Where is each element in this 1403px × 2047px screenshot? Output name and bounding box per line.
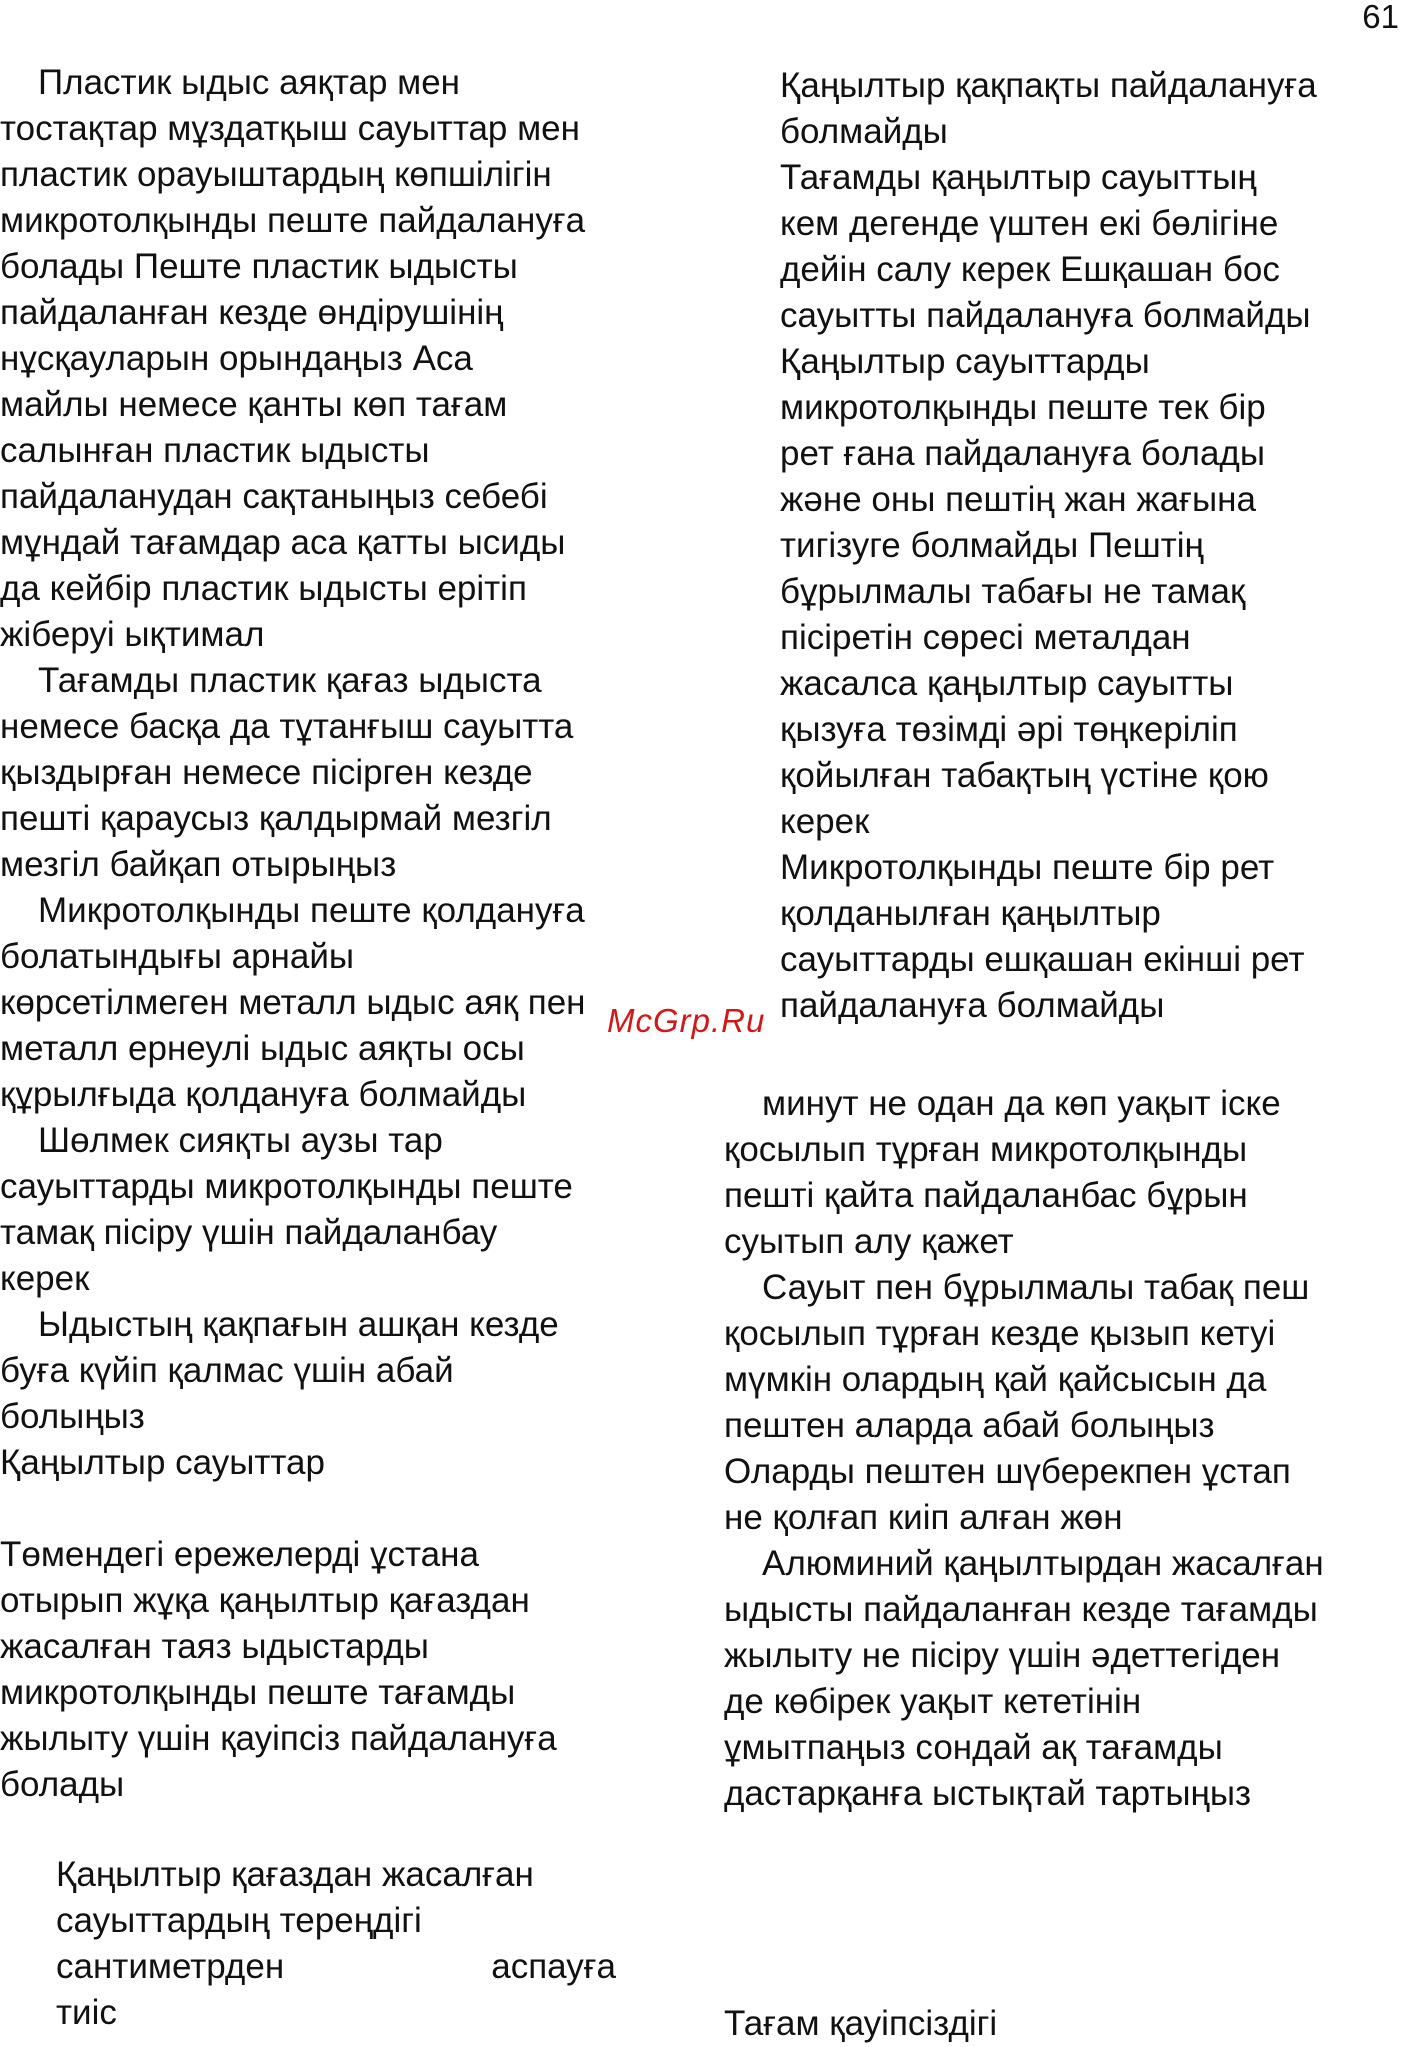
text-line: Төмендегі ережелерді ұстана	[0, 1535, 479, 1574]
text-line: тостақтар мұздатқыш сауыттар мен	[0, 109, 580, 148]
text-line: буға күйіп қалмас үшін абай	[0, 1351, 454, 1390]
note-word: аспауға	[491, 1947, 616, 1986]
note-word: сантиметрден	[56, 1947, 285, 1986]
text-line: пайдаланған кезде өндірушінің	[0, 293, 504, 332]
text-line: және оны пештің жан жағына	[780, 480, 1256, 519]
paragraph-hot-turntable	[724, 1265, 1403, 1541]
text-line: де көбірек уақыт кететінін	[724, 1682, 1142, 1721]
text-line: дейін салу керек Ешқашан бос	[780, 250, 1280, 289]
note-line: тиіс	[56, 1993, 117, 2032]
text-line: тамақ пісіру үшін пайдаланбау	[0, 1213, 498, 1252]
text-line: құрылғыда қолдануға болмайды	[0, 1075, 527, 1114]
text-line: жасалған таяз ыдыстарды	[0, 1627, 429, 1666]
paragraph-foil-rules	[0, 1532, 700, 1808]
text-line: да кейбір пластик ыдысты ерітіп	[0, 569, 527, 608]
paragraph-metal-utensils	[0, 888, 700, 1118]
text-line: пешті қайта пайдаланбас бұрын	[724, 1176, 1248, 1215]
text-line: Алюминий қаңылтырдан жасалған	[762, 1544, 1324, 1583]
text-line: қойылған табақтың үстіне қою	[780, 756, 1269, 795]
text-line: майлы немесе қанты көп тағам	[0, 385, 508, 424]
paragraph-no-reuse	[780, 845, 1403, 1029]
text-line: қосылып тұрған микротолқынды	[724, 1130, 1248, 1169]
text-line: Тағамды қаңылтыр сауыттың	[780, 158, 1257, 197]
text-line: Микротолқынды пеште қолдануға	[38, 891, 585, 930]
note-line-justified	[56, 1944, 616, 1990]
section-heading-foil-containers: Қаңылтыр сауыттар	[0, 1443, 325, 1482]
text-line: Қаңылтыр қақпақты пайдалануға	[780, 66, 1317, 105]
paragraph-narrow-necked-containers	[0, 1118, 700, 1302]
page-number: 61	[1362, 0, 1399, 35]
paragraph-single-use	[780, 339, 1403, 845]
text-line: болыңыз	[0, 1397, 145, 1436]
text-line: сауытты пайдалануға болмайды	[780, 296, 1311, 335]
text-line: пайдаланудан сақтаныңыз себебі	[0, 477, 548, 516]
text-line: пештен аларда абай болыңыз	[724, 1406, 1215, 1445]
text-line: Ыдыстың қақпағын ашқан кезде	[38, 1305, 559, 1344]
spacer	[0, 1486, 700, 1532]
text-line: қызуға төзімді әрі төңкеріліп	[780, 710, 1238, 749]
text-line: сауыттарды ешқашан екінші рет	[780, 940, 1305, 979]
text-line: қолданылған қаңылтыр	[780, 894, 1161, 933]
paragraph-steam-caution	[0, 1302, 700, 1440]
text-line: керек	[0, 1259, 90, 1298]
text-line: Микротолқынды пеште бір рет	[780, 848, 1275, 887]
text-line: пластик орауыштардың көпшілігін	[0, 155, 552, 194]
text-line: мұндай тағамдар аса қатты ысиды	[0, 523, 566, 562]
text-line: суытып алу қажет	[724, 1222, 1014, 1261]
text-line: кем дегенде үштен екі бөлігіне	[780, 204, 1279, 243]
text-line: Сауыт пен бұрылмалы табақ пеш	[762, 1268, 1310, 1307]
text-line: болатындығы арнайы	[0, 937, 355, 976]
text-line: мүмкін олардың қай қайсысын да	[724, 1360, 1267, 1399]
paragraph-foil-lid	[780, 63, 1403, 155]
text-line: ұмытпаңыз сондай ақ тағамды	[724, 1728, 1223, 1767]
paragraph-cool-down	[724, 1081, 1403, 1265]
text-line: Шөлмек сияқты аузы тар	[38, 1121, 443, 1160]
text-line: пісіретін сөресі металдан	[780, 618, 1191, 657]
text-line: тигізуге болмайды Пештің	[780, 526, 1204, 565]
text-line: микротолқынды пеште тек бір	[780, 388, 1266, 427]
text-line: рет ғана пайдалануға болады	[780, 434, 1266, 473]
paragraph-unattended-warning	[0, 658, 700, 888]
text-line: болады Пеште пластик ыдысты	[0, 247, 518, 286]
watermark: McGrp.Ru	[607, 1002, 766, 1039]
text-line: керек	[780, 802, 870, 841]
text-line: бұрылмалы табағы не тамақ	[780, 572, 1246, 611]
text-line: отырып жұқа қаңылтыр қағаздан	[0, 1581, 530, 1620]
paragraph-aluminium-foil	[724, 1541, 1403, 1817]
foil-depth-note	[56, 1852, 616, 2036]
text-line: микротолқынды пеште пайдалануға	[0, 201, 586, 240]
text-line: болады	[0, 1765, 125, 1804]
text-line: Қаңылтыр сауыттарды	[780, 342, 1150, 381]
text-line: не қолғап киіп алған жөн	[724, 1498, 1123, 1537]
paragraph-plastic-containers	[0, 60, 700, 658]
text-line: пайдалануға болмайды	[780, 986, 1165, 1025]
text-line: сауыттарды микротолқынды пеште	[0, 1167, 573, 1206]
section-heading-food-safety: Тағам қауіпсіздігі	[724, 2004, 998, 2043]
left-column	[0, 60, 700, 1808]
right-column-middle	[724, 1081, 1403, 1817]
text-line: жіберуі ықтимал	[0, 615, 265, 654]
note-line: Қаңылтыр қағаздан жасалған	[56, 1855, 534, 1894]
text-line: Оларды пештен шүберекпен ұстап	[724, 1452, 1291, 1491]
right-column-top	[780, 63, 1403, 1029]
text-line: көрсетілмеген металл ыдыс аяқ пен	[0, 983, 586, 1022]
text-line: жылыту үшін қауіпсіз пайдалануға	[0, 1719, 557, 1758]
paragraph-fill-level	[780, 155, 1403, 339]
text-line: ыдысты пайдаланған кезде тағамды	[724, 1590, 1318, 1629]
text-line: минут не одан да көп уақыт іске	[762, 1084, 1281, 1123]
text-line: салынған пластик ыдысты	[0, 431, 430, 470]
text-line: қосылып тұрған кезде қызып кетуі	[724, 1314, 1276, 1353]
text-line: металл ернеулі ыдыс аяқты осы	[0, 1029, 525, 1068]
text-line: нұсқауларын орындаңыз Аса	[0, 339, 473, 378]
text-line: микротолқынды пеште тағамды	[0, 1673, 516, 1712]
text-line: жасалса қаңылтыр сауытты	[780, 664, 1234, 703]
text-line: Тағамды пластик қағаз ыдыста	[38, 661, 542, 700]
text-line: Пластик ыдыс аяқтар мен	[38, 63, 460, 102]
text-line: қыздырған немесе пісірген кезде	[0, 753, 533, 792]
note-line: сауыттардың тереңдігі	[56, 1901, 422, 1940]
text-line: немесе басқа да тұтанғыш сауытта	[0, 707, 574, 746]
text-line: пешті қараусыз қалдырмай мезгіл	[0, 799, 552, 838]
text-line: жылыту не пісіру үшін әдеттегіден	[724, 1636, 1281, 1675]
text-line: болмайды	[780, 112, 948, 151]
text-line: дастарқанға ыстықтай тартыңыз	[724, 1774, 1252, 1813]
text-line: мезгіл байқап отырыңыз	[0, 845, 397, 884]
